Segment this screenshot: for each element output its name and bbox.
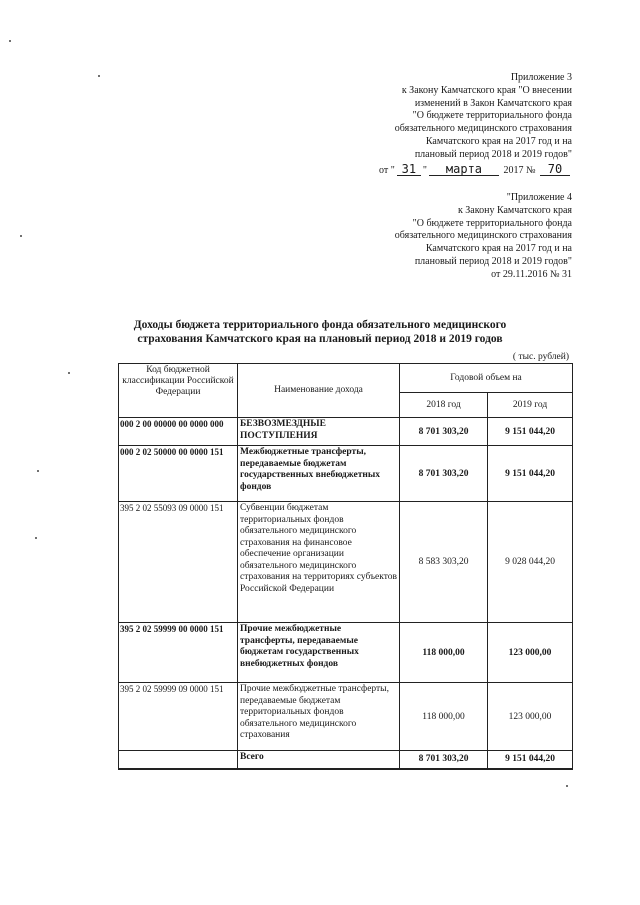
annex-3-date-line [379,161,572,178]
row-2018: 8 701 303,20 [400,418,488,446]
header-year-2019: 2019 год [488,393,573,418]
annex-3-header [379,72,572,177]
row-2018: 118 000,00 [400,623,488,683]
row-2019: 123 000,00 [488,623,573,683]
table-row [119,683,573,751]
row-2019: 9 151 044,20 [488,446,573,502]
annex-4-header [395,192,572,282]
scan-speck [98,75,100,77]
header-year-2018: 2018 год [400,393,488,418]
scan-speck [35,537,37,539]
annex-3-line: "О бюджете территориального фонда [412,110,572,122]
table-header-row [119,364,573,393]
handwritten-number: 70 [540,164,570,176]
header-code: Код бюджетной классификации Российской Федерации [119,364,238,418]
revenue-table [118,363,573,770]
scan-speck [9,40,11,42]
row-name: Субвенции бюджетам территориальных фондов обязательного медицинского страхования на финансовое обеспечение организации обязательного медицинского страхования на территориях субъектов Российской Федерации [238,502,400,623]
row-name: Всего [238,751,400,769]
date-prefix: от " [379,164,395,176]
date-year: 2017 [503,164,524,176]
row-2019: 9 151 044,20 [488,751,573,769]
row-2019: 123 000,00 [488,683,573,751]
scan-speck [68,372,70,374]
row-name: Межбюджетные трансферты, передаваемые бюджетам государственных внебюджетных фондов [238,446,400,502]
header-name: Наименование дохода [238,364,400,418]
table-row [119,623,573,683]
number-sign: № [525,164,536,176]
annex-4-line: от 29.11.2016 № 31 [491,268,572,280]
row-code [119,751,238,769]
table-total-row [119,751,573,769]
scan-speck [37,470,39,472]
row-name: Прочие межбюджетные трансферты, передаваемые бюджетам территориальных фондов обязательного медицинского страхования [238,683,400,751]
row-code: 000 2 00 00000 00 0000 000 [119,418,238,446]
scan-speck [566,785,568,787]
annex-4-line: "О бюджете территориального фонда [412,217,572,229]
annex-4-line: обязательного медицинского страхования [394,230,572,242]
document-title [100,318,540,346]
annex-3-line: обязательного медицинского страхования [394,123,572,135]
title-line: Доходы бюджета территориального фонда обязательного медицинского [133,319,507,331]
scan-speck [20,235,22,237]
row-code: 395 2 02 59999 09 0000 151 [119,683,238,751]
row-code: 000 2 02 50000 00 0000 151 [119,446,238,502]
annex-3-line: изменений в Закон Камчатского края [414,97,572,109]
annex-4-line: плановый период 2018 и 2019 годов" [414,255,572,267]
date-quote: " [422,164,427,176]
annex-3-line: плановый период 2018 и 2019 годов" [414,148,572,160]
row-2019: 9 028 044,20 [488,502,573,623]
annex-4-line: Камчатского края на 2017 год и на [425,243,572,255]
annex-4-line: "Приложение 4 [506,192,572,203]
row-2018: 118 000,00 [400,683,488,751]
header-annual: Годовой объем на [400,364,573,393]
unit-note: ( тыс. рублей) [512,352,569,362]
row-2018: 8 701 303,20 [400,751,488,769]
row-name: Прочие межбюджетные трансферты, передаваемые бюджетам государственных внебюджетных фондов [238,623,400,683]
handwritten-day: 31 [397,164,421,176]
row-2018: 8 701 303,20 [400,446,488,502]
row-name: БЕЗВОЗМЕЗДНЫЕ ПОСТУПЛЕНИЯ [238,418,400,446]
title-line: страхования Камчатского края на плановый период 2018 и 2019 годов [137,333,503,345]
annex-3-line: Камчатского края на 2017 год и на [425,135,572,147]
handwritten-month: марта [429,164,499,176]
row-2019: 9 151 044,20 [488,418,573,446]
table-row [119,418,573,446]
annex-4-line: к Закону Камчатского края [457,204,572,216]
row-code: 395 2 02 55093 09 0000 151 [119,502,238,623]
table-row [119,502,573,623]
table-row [119,446,573,502]
annex-3-line: Приложение 3 [510,72,572,83]
annex-3-line: к Закону Камчатского края "О внесении [401,84,572,96]
row-code: 395 2 02 59999 00 0000 151 [119,623,238,683]
row-2018: 8 583 303,20 [400,502,488,623]
